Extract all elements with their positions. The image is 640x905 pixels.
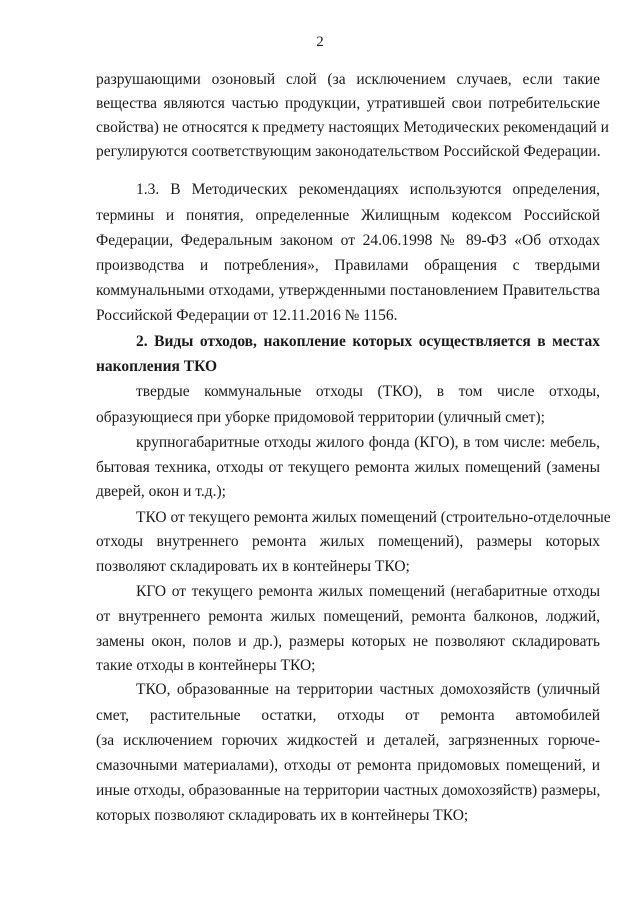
paragraph-line: дверей, окон и т.д.);	[96, 483, 226, 500]
paragraph-line: Федерации, Федеральным законом от 24.06.1998 № 89-ФЗ «Об отходах	[96, 232, 600, 249]
paragraph-line: от внутреннего ремонта жилых помещений, ремонта балконов, лоджий,	[96, 608, 600, 625]
paragraph-line: смазочными материалами), отходы от ремонта придомовых помещений, и	[96, 757, 600, 774]
paragraph-line: КГО от текущего ремонта жилых помещений (негабаритные отходы	[136, 583, 600, 600]
paragraph-line: твердые коммунальные отходы (ТКО), в том числе отходы,	[136, 383, 600, 400]
paragraph-line: отходы внутреннего ремонта жилых помещений), размеры которых	[96, 533, 600, 550]
paragraph-line: позволяют складировать их в контейнеры ТКО;	[96, 558, 410, 575]
paragraph-line: крупногабаритные отходы жилого фонда (КГО), в том числе: мебель,	[136, 434, 600, 451]
paragraph-line: вещества являются частью продукции, утратившей свои потребительские	[96, 95, 600, 112]
paragraph-line: иные отходы, образованные на территории частных домохозяйств) размеры,	[96, 782, 601, 799]
page-number: 2	[316, 34, 324, 50]
paragraph-line: регулируются соответствующим законодательством Российской Федерации.	[96, 143, 601, 160]
paragraph-line: ТКО от текущего ремонта жилых помещений (строительно-отделочные	[136, 509, 611, 526]
paragraph-line: коммунальными отходами, утвержденными постановлением Правительства	[96, 282, 600, 299]
section-heading-line: накопления ТКО	[96, 358, 218, 375]
paragraph-line: которых позволяют складировать их в контейнеры ТКО;	[96, 807, 469, 824]
paragraph-line: образующиеся при уборке придомовой территории (уличный смет);	[96, 409, 545, 426]
paragraph-line: производства и потребления», Правилами обращения с твердыми	[96, 257, 600, 274]
paragraph-line: разрушающими озоновый слой (за исключением случаев, если такие	[96, 71, 600, 88]
paragraph-line: бытовая техника, отходы от текущего ремонта жилых помещений (замены	[96, 459, 600, 476]
section-heading-line: 2. Виды отходов, накопление которых осуществляется в местах	[136, 333, 600, 350]
paragraph-line: свойства) не относятся к предмету настоящих Методических рекомендаций и	[96, 119, 609, 136]
paragraph-line: термины и понятия, определенные Жилищным кодексом Российской	[96, 207, 600, 224]
paragraph-line: замены окон, полов и др.), размеры которых не позволяют складировать	[96, 633, 600, 650]
paragraph-line: такие отходы в контейнеры ТКО;	[96, 657, 316, 674]
paragraph-line: (за исключением горючих жидкостей и деталей, загрязненных горюче-	[96, 732, 600, 749]
paragraph-line: Российской Федерации от 12.11.2016 № 1156.	[96, 307, 398, 324]
paragraph-line: смет, растительные остатки, отходы от ремонта автомобилей	[96, 707, 600, 724]
paragraph-line: 1.3. В Методических рекомендациях используются определения,	[136, 181, 600, 198]
paragraph-line: ТКО, образованные на территории частных домохозяйств (уличный	[136, 681, 600, 698]
